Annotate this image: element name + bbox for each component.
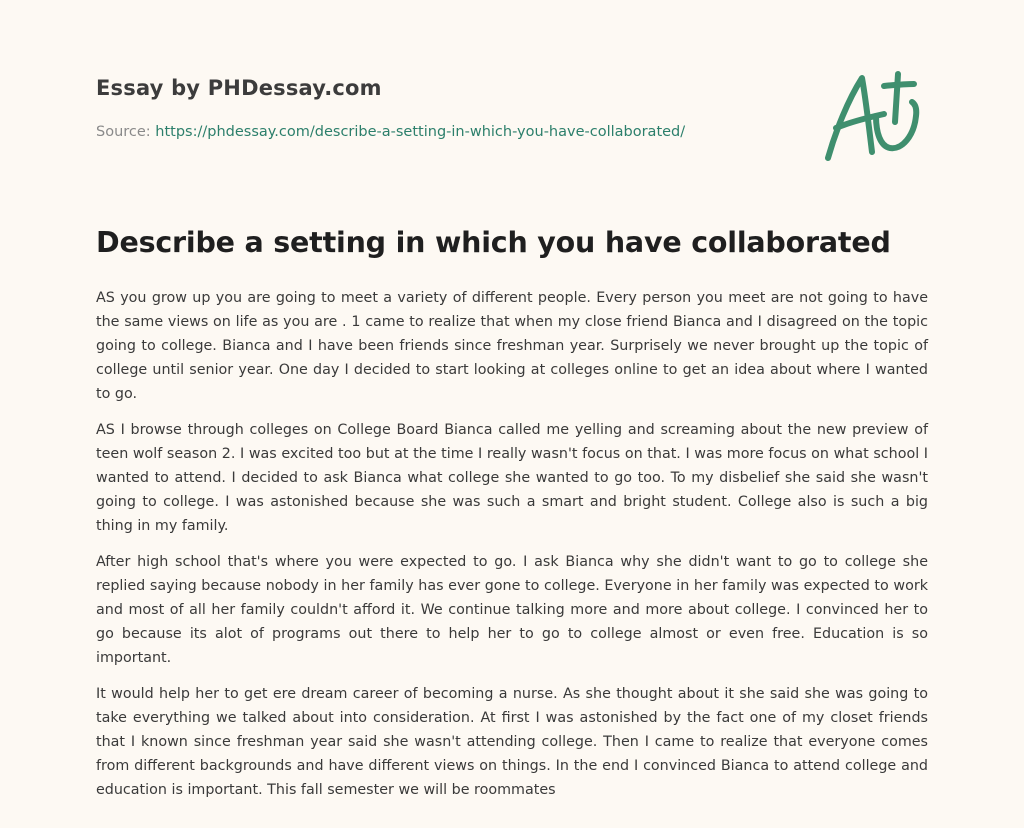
source-line <box>96 124 685 140</box>
essay-paragraph: AS you grow up you are going to meet a variety of different people. Every person you meet are not going to have the same views on life as you are . 1 came to realize that when my close friend Bianca and I disagreed on the topic going to college. Bianca and I have been friends since freshman year. Surprisely we never brought up the topic of college until senior year. One day I decided to start looking at colleges online to get an idea about where I wanted to go. <box>96 290 928 402</box>
source-label: Source: <box>96 124 156 140</box>
page-header <box>96 0 936 200</box>
a-plus-grade-icon <box>822 66 928 166</box>
source-link[interactable]: https://phdessay.com/describe-a-setting-in-which-you-have-collaborated/ <box>155 124 686 140</box>
essay-body <box>96 286 928 814</box>
essay-paragraph: After high school that's where you were expected to go. I ask Bianca why she didn't want to go to college she replied saying because nobody in her family has ever gone to college. Everyone in her family was expected to work and most of all her family couldn't afford it. We continue talking more and more about college. I convinced her to go because its alot of programs out there to help her to go to college almost or even free. Education is so important. <box>96 554 928 666</box>
essay-title: Describe a setting in which you have collaborated <box>96 226 891 259</box>
essay-paragraph: AS I browse through colleges on College Board Bianca called me yelling and screaming about the new preview of teen wolf season 2. I was excited too but at the time I really wasn't focus on that. I was more focus on what school I wanted to attend. I decided to ask Bianca what college she wanted to go too. To my disbelief she said she wasn't going to college. I was astonished because she was such a smart and bright student. College also is such a big thing in my family. <box>96 422 928 534</box>
essay-paragraph: It would help her to get ere dream career of becoming a nurse. As she thought about it she said she was going to take everything we talked about into consideration. At first I was astonished by the fact one of my closet friends that I known since freshman year said she wasn't attending college. Then I came to realize that everyone comes from different backgrounds and have different views on things. In the end I convinced Bianca to attend college and education is important. This fall semester we will be roommates <box>96 686 928 798</box>
site-title: Essay by PHDessay.com <box>96 76 382 100</box>
